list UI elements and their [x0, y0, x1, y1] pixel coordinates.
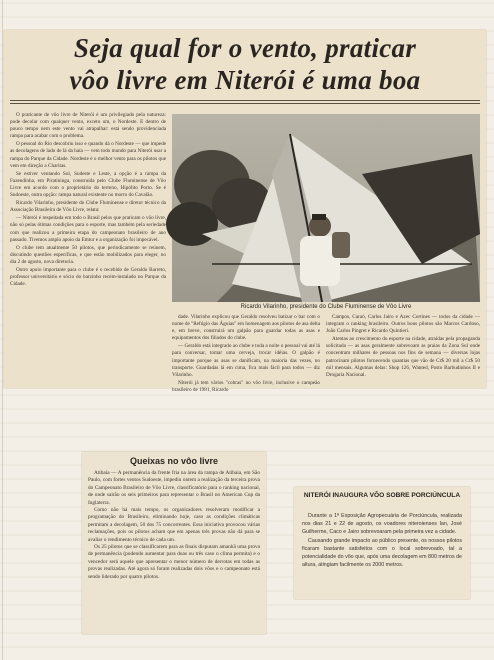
headline-line-1: Seja qual for o vento, praticar: [73, 33, 417, 63]
photo-caption: Ricardo Vilarinho, presidente do Clube Fluminense de Vôo Livre: [240, 304, 412, 310]
clipping-body: [88, 470, 260, 581]
headline-rule-2: [10, 103, 480, 104]
porciuncula-clipping: [294, 487, 470, 599]
article-photo: [172, 114, 480, 302]
paragraph: Durante a 1ª Exposição Agropecuária de Porciúncula, realizada nos dias 21 e 22 de agosto, os voadores niteroienses Ian, José Guilherme, Caco e Jairo sobrevoaram pela primeira vez a cidade.: [302, 513, 462, 535]
article-column-3: [326, 314, 480, 386]
paragraph: Niterói já tem vários "cobras" no vôo livre, inclusive o campeão brasileiro de 1981, Ricardo: [172, 379, 320, 393]
paragraph: Atentas ao crescimento do esporte na cidade, atraídas pela propaganda solicitada — as asas geralmente sobrevoam as praias da Zona Sul onde concentram milhares de pessoas nos fins de semana — diversas lojas patrocinam pilotos fornecendo quantias que vão de Cr$ 20 mil a Cr$ 50 mil mensais. Algumas delas: Shop 126, Wanted, Posto Barbudinhos II e Drogaria Nacional.: [326, 336, 480, 378]
headline-rule: [10, 100, 480, 101]
article-column-1: [10, 112, 166, 382]
queixas-clipping: [82, 452, 266, 634]
paragraph: Como não há mais tempo, os organizadores resolveram modificar a programação do Brasileiro, eliminando hoje, caso as condições climáticas permitam a decolagem, 50 dos 75 concorrentes. Essa iniciativa provocou várias reclamações, pois os pilotos acham que em apenas três provas não dá para se avaliar o rendimento técnico de cada um.: [88, 507, 260, 543]
page-margin-line: [2, 0, 3, 660]
article-clipping: [4, 30, 486, 393]
paragraph: Causando grande impacto ao público presente, os nossos pilotos ficaram bastante satisfeitos com o local sobrevoado, tal a potencialidade do vôo que, após uma decolagem em 800 metros de altura, atingiam facilmente os 2000 metros.: [302, 538, 462, 568]
paragraph: Outro apoio importante para o clube é o recebido de Geraldo Barreto, professor universitário e sócio do barzinho recém-instalado no Parque da Cidade.: [10, 266, 166, 288]
paragraph: O praticante de vôo livre de Niterói é um privilegiado pela natureza: pode decolar com qualquer vento, exceto um, o Nordeste. E dentro de pouco tempo nem este vento vai atrapalhar: está sendo providenciada rampa para acabar com o problema.: [10, 112, 166, 140]
paragraph: Atibaia — A permanência da frente fria na área da rampa de Atibaia, em São Paulo, com fortes ventos Sudoeste, impediu ontem a realização da terceira prova do Campeonato Brasileiro de Vôo Livre, classificatório para o ranking nacional, de onde sairão os seis primeiros para representar o Brasil no American Cup da Inglaterra.: [88, 470, 260, 506]
clipping-body: [302, 512, 462, 570]
article-headline: [14, 32, 476, 96]
paragraph: — Geraldo está integrado ao clube e toda a noite o pessoal vai até lá para conversar, tomar uma cerveja, trocar idéias. O galpão é importante porque as asas se danificam, na maioria das vezes, no transporte. Guardadas lá em cima, fica mais fácil para todos — diz Vilarinho.: [172, 343, 320, 378]
paragraph: Ricardo Vilarinho, presidente do Clube Fluminense e diretor técnico da Associação Brasileira de Vôo Livre, relata:: [10, 200, 166, 214]
headline-line-2: vôo livre em Niterói é uma boa: [69, 65, 421, 95]
clipping-title: Queixas no vôo livre: [129, 456, 219, 466]
paragraph: Os 25 pilotos que se classificarem para as finais disputam amanhã uma prova de permanência (podendo aumentar para duas ou três caso o clima permita) e o vencedor será aquele que apresentar o menor número de derrotas em todas as provas realizadas. Até agora só foram realizadas dois vôos e o campeonato está sendo liderado por quatro pilotos.: [88, 544, 260, 580]
paragraph: O pessoal do Rio descobriu isso e quando dá o Nordeste — que impede as decolagens de lado de lá da baía — vem todo mundo para Niterói usar a rampa do Parque da Cidade. Nordeste é o melhor vento para os pilotos que vem em direção a Charitas.: [10, 141, 166, 169]
paragraph: Campos, Caraó, Carlos Jairo e Azec Cortines — todos da cidade — integram o ranking brasileiro. Outros bons pilotos são Marcos Cardoso, João Carlos Pingret e Ricardo Quintieri.: [326, 314, 480, 335]
paragraph: — Niterói é respeitada em todo o Brasil pelos que praticam o vôo livre, não só pelas ótimas condições para o esporte, mas também pela seriedade com que realizou a primeira etapa do campeonato brasileiro de ano passado. Tivemos amplo apoio da Emtur e a organização foi impecável.: [10, 215, 166, 243]
paragraph: O clube tem atualmente 50 pilotos, que periodicamente se reúnem, discutindo questões específicas, e que estão mobilizados para eleger, no dia 2 de agosto, nova diretoria.: [10, 244, 166, 265]
article-column-2: [172, 314, 320, 393]
paragraph: dade. Vilarinho explicou que Geraldo resolveu batizar o bar com o nome de "Refúgio das Águias" em homenagem aos pilotos de asa delta e, em breve, construirá um galpão para guardar todas as asas e equipamentos dos filiados do clube.: [172, 314, 320, 342]
hang-glider-photo: [172, 114, 480, 302]
clipping-title: NITERÓI INAUGURA VÔO SOBRE PORCIÚNCULA: [303, 492, 461, 499]
paragraph: Se estiver ventando Sul, Sudeste e Leste, a opção é a rampa da Fazendinha, em Piratininga, construída pelo Clube Fluminense de Vôo Livre em acordo com o proprietário do terreno, Hipólito Porto. Se é Sudoeste, outra opção: rampa natural existente no morro do Cavalão.: [10, 170, 166, 199]
